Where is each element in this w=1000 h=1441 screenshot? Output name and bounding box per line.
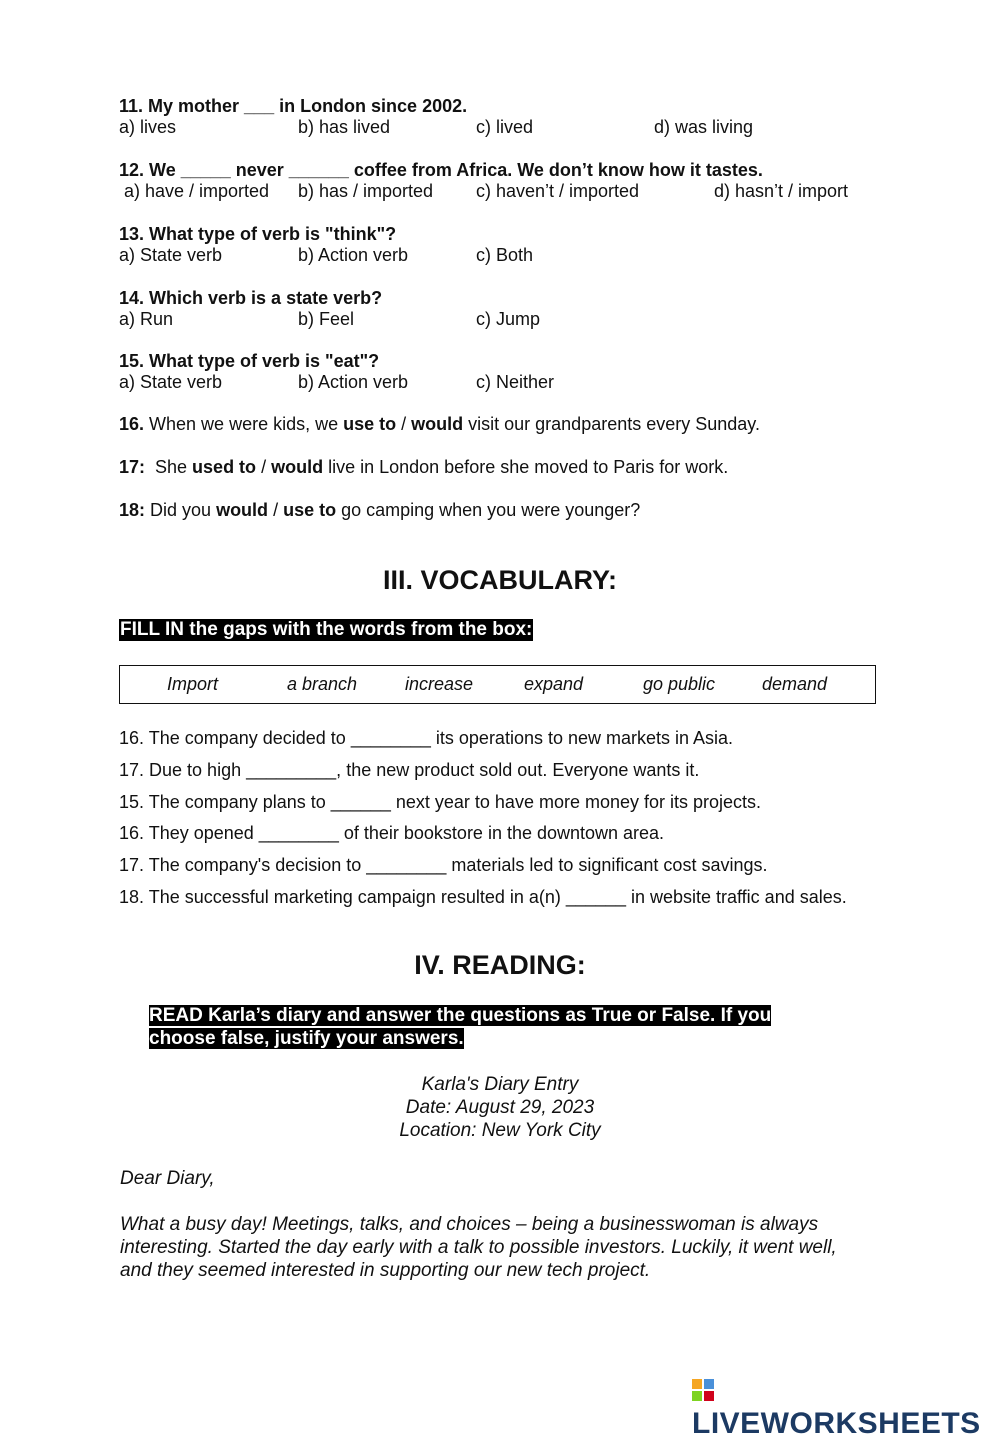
choice-option: would	[271, 457, 324, 477]
question-title: 11. My mother ___ in London since 2002.	[119, 96, 468, 116]
answer-option: b) has lived	[298, 117, 391, 137]
answer-option: a) State verb	[119, 372, 223, 392]
reading-instruction-line1: READ Karla’s diary and answer the questions as True or False. If you	[149, 1005, 772, 1026]
vocab-sentence: 18. The successful marketing campaign resulted in a(n) ______ in website traffic and sales.	[119, 887, 847, 907]
question-title: 14. Which verb is a state verb?	[119, 288, 383, 308]
logo-text: LIVEWORKSHEETS	[692, 1407, 981, 1440]
choice-option: would	[216, 500, 269, 520]
vocabulary-heading: III. VOCABULARY:	[383, 565, 617, 595]
reading-heading: IV. READING:	[414, 950, 586, 980]
reading-instruction-line2: choose false, justify your answers.	[149, 1028, 464, 1049]
diary-location: Location: New York City	[399, 1120, 601, 1141]
used-to-sentence	[119, 414, 760, 435]
diary-date: Date: August 29, 2023	[405, 1097, 595, 1118]
diary-paragraph-line: interesting. Started the day early with a talk to possible investors. Luckily, it went well,	[120, 1237, 837, 1258]
answer-option: b) Action verb	[298, 245, 409, 265]
choice-separator: /	[256, 457, 272, 477]
answer-option: a) lives	[119, 117, 177, 137]
diary-salutation: Dear Diary,	[120, 1168, 215, 1189]
choice-option: use to	[283, 500, 337, 520]
word-box-item: go public	[643, 674, 716, 694]
sentence-text: go camping when you were younger?	[336, 500, 641, 520]
choice-separator: /	[396, 414, 412, 434]
word-box-item: increase	[405, 674, 474, 694]
word-box-item: expand	[524, 674, 584, 694]
choice-option: would	[411, 414, 464, 434]
question-title: 13. What type of verb is "think"?	[119, 224, 397, 244]
sentence-text: She	[145, 457, 193, 477]
word-box-item: a branch	[287, 674, 358, 694]
question-number: 18:	[119, 500, 146, 520]
sentence-text: live in London before she moved to Paris for work.	[323, 457, 729, 477]
answer-option: a) Run	[119, 309, 174, 329]
answer-option: c) Neither	[476, 372, 555, 392]
used-to-sentence	[119, 500, 640, 521]
answer-option: d) hasn’t / import	[714, 181, 849, 201]
vocab-sentence: 15. The company plans to ______ next year to have more money for its projects.	[119, 792, 762, 812]
word-box-item: demand	[762, 674, 828, 694]
vocabulary-instruction: FILL IN the gaps with the words from the box:	[120, 619, 533, 640]
logo-grid-icon	[692, 1379, 714, 1401]
answer-option: c) Jump	[476, 309, 541, 329]
answer-option: b) Action verb	[298, 372, 409, 392]
question-number: 17:	[119, 457, 146, 477]
sentence-text: When we were kids, we	[144, 414, 344, 434]
liveworksheets-logo	[692, 1373, 1000, 1441]
answer-option: d) was living	[654, 117, 754, 137]
answer-option: a) have / imported	[124, 181, 270, 201]
answer-option: b) has / imported	[298, 181, 434, 201]
question-title: 12. We _____ never ______ coffee from Africa. We don’t know how it tastes.	[119, 160, 763, 180]
vocab-sentence: 17. The company's decision to ________ materials led to significant cost savings.	[119, 855, 768, 875]
answer-option: c) lived	[476, 117, 534, 137]
answer-option: a) State verb	[119, 245, 223, 265]
answer-option: c) haven’t / imported	[476, 181, 640, 201]
vocab-sentence: 16. The company decided to ________ its operations to new markets in Asia.	[119, 728, 734, 748]
diary-title: Karla's Diary Entry	[421, 1074, 579, 1095]
diary-paragraph-line: and they seemed interested in supporting our new tech project.	[120, 1260, 651, 1281]
diary-paragraph	[120, 1213, 837, 1282]
diary-paragraph-line: What a busy day! Meetings, talks, and choices – being a businesswoman is always	[120, 1214, 819, 1235]
word-box-item: Import	[167, 674, 219, 694]
question-title: 15. What type of verb is "eat"?	[119, 351, 380, 371]
answer-option: b) Feel	[298, 309, 355, 329]
choice-option: used to	[192, 457, 257, 477]
word-box	[119, 665, 876, 704]
answer-option: c) Both	[476, 245, 534, 265]
sentence-text: visit our grandparents every Sunday.	[463, 414, 760, 434]
question-number: 16.	[119, 414, 145, 434]
choice-separator: /	[268, 500, 284, 520]
choice-option: use to	[343, 414, 397, 434]
vocab-sentence: 17. Due to high _________, the new product sold out. Everyone wants it.	[119, 760, 700, 780]
used-to-sentence	[119, 457, 728, 478]
vocab-sentence: 16. They opened ________ of their bookstore in the downtown area.	[119, 823, 665, 843]
sentence-text: Did you	[145, 500, 217, 520]
